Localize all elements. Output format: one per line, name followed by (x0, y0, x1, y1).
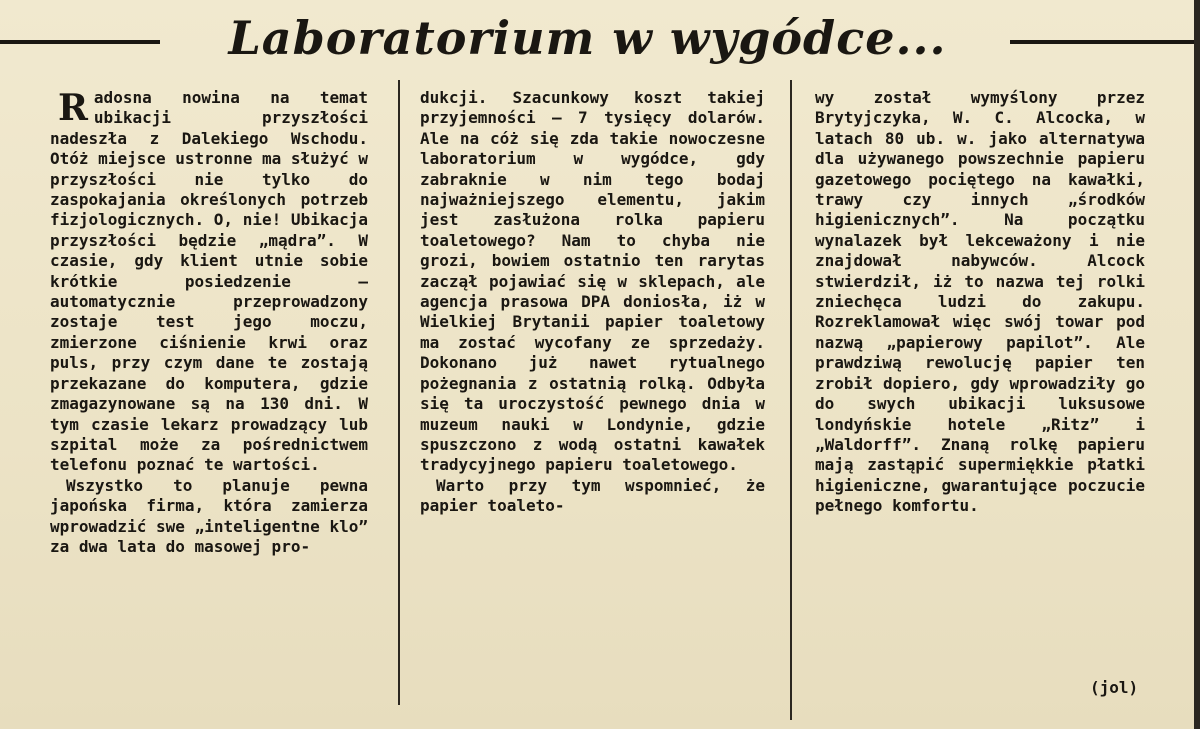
paragraph: dukcji. Szacunkowy koszt takiej przyjemności — 7 tysięcy dolarów. Ale na cóż się zda takie nowoczesne laboratorium w wygódce, gdy zabraknie w nim tego bodaj najważniejszego elementu, jakim jest zasłużona rolka papieru toaletowego? Nam to chyba nie grozi, bowiem ostatnio ten rarytas zaczął pojawiać się w sklepach, ale agencja prasowa DPA doniosła, iż w Wielkiej Brytanii papier toaletowy ma zostać wycofany ze sprzedaży. Dokonano już nawet rytualnego pożegnania z ostatnią rolką. Odbyła się ta uroczystość pewnego dnia w muzeum nauki w Londynie, gdzie spuszczono z wodą ostatni kawałek tradycyjnego papieru toaletowego. (420, 88, 765, 475)
paragraph: wy został wymyślony przez Brytyjczyka, W. C. Alcocka, w latach 80 ub. w. jako alternatywa dla używanego powszechnie papieru gazetowego pociętego na kawałki, trawy czy innych „środków higienicznych”. Na początku wynalazek był lekceważony i nie znajdował nabywców. Alcock stwierdził, iż to nazwa tej rolki zniechęca ludzi do zakupu. Rozreklamował więc swój towar pod nazwą „papierowy papilot”. Ale prawdziwą rewolucję papier ten zrobił dopiero, gdy wprowadziły go do swych ubikacji luksusowe londyńskie hotele „Ritz” i „Waldorff”. Znaną rolkę papieru mają zastąpić supermiękkie płatki higieniczne, gwarantujące poczucie pełnego komfortu. (815, 88, 1145, 516)
paragraph-text: adosna nowina na temat ubikacji przyszłości nadeszła z Dalekiego Wschodu. Otóż miejsce ustronne ma służyć w przyszłości nie tylko do zaspokajania określonych potrzeb fizjologicznych. O, nie! Ubikacja przyszłości będzie „mądra”. W czasie, gdy klient utnie sobie krótkie posiedzenie — automatycznie przeprowadzony zostaje test jego moczu, zmierzone ciśnienie krwi oraz puls, przy czym dane te zostają przekazane do komputera, gdzie zmagazynowane są na 130 dni. W tym czasie lekarz prowadzący lub szpital może za pośrednictwem telefonu poznać te wartości. (50, 88, 368, 475)
drop-cap: R (58, 87, 88, 129)
headline-bar (0, 6, 1194, 70)
column-divider-1 (398, 80, 400, 705)
headline-rule-right (1010, 40, 1194, 44)
paragraph: Warto przy tym wspomnieć, że papier toaleto- (420, 475, 765, 516)
article-headline: Laboratorium w wygódce... (228, 11, 947, 65)
article-column-3 (815, 88, 1145, 517)
paragraph: Wszystko to planuje pewna japońska firma, która zamierza wprowadzić swe „inteligentne klo” za dwa lata do masowej pro- (50, 475, 368, 556)
article-column-2 (420, 88, 765, 517)
paragraph (50, 88, 368, 476)
headline-rule-left (0, 40, 160, 44)
page-edge (1194, 0, 1200, 729)
column-divider-2 (790, 80, 792, 720)
article-column-1 (50, 88, 368, 557)
author-signature: (jol) (1090, 678, 1139, 697)
